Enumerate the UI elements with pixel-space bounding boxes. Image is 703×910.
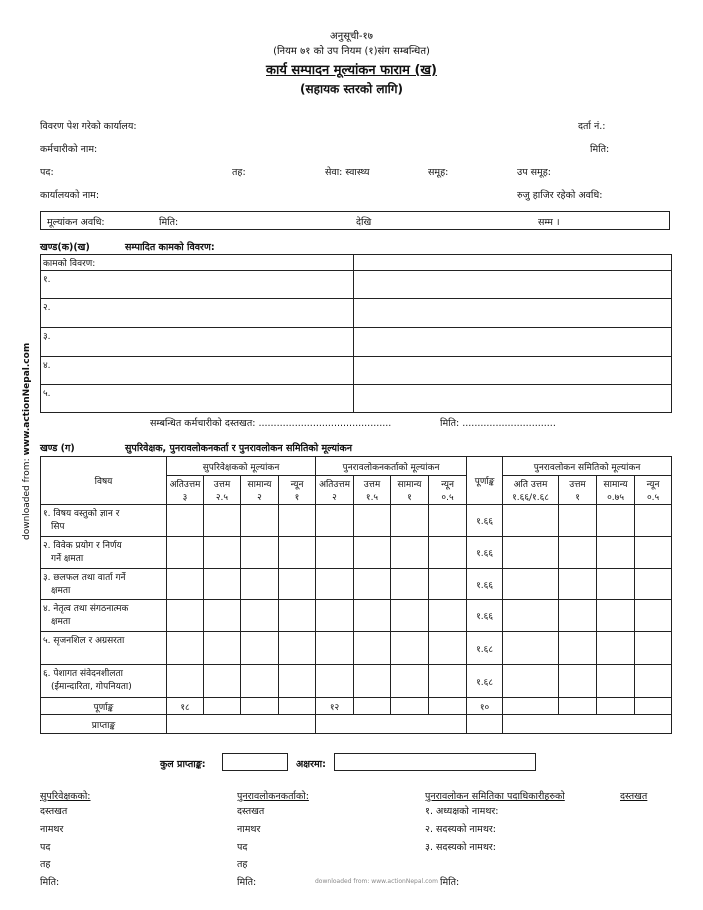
rating-cell[interactable] bbox=[241, 600, 279, 632]
schedule-label: अनुसूची-१७ bbox=[330, 31, 373, 42]
full-marks-cell: १.६६ bbox=[467, 600, 503, 632]
rating-col-header: न्यून १ bbox=[279, 476, 316, 505]
reviewer-obtained-cell[interactable] bbox=[316, 715, 467, 734]
rating-cell[interactable] bbox=[635, 569, 672, 600]
reviewer-post-line: पद bbox=[237, 842, 248, 853]
rating-col-header: सामान्य १ bbox=[391, 476, 429, 505]
reviewer-sign-line: दस्तखत bbox=[237, 806, 265, 817]
employee-signature-date: मिति: ............................... bbox=[440, 418, 556, 429]
rating-cell[interactable] bbox=[391, 505, 429, 537]
committee-obtained-cell[interactable] bbox=[503, 715, 672, 734]
service-label: सेवा: स्वास्थ्य bbox=[325, 167, 370, 178]
rating-cell[interactable] bbox=[354, 665, 391, 698]
committee-member-line: २. सदस्यको नामथर: bbox=[425, 824, 496, 835]
rating-cell[interactable] bbox=[503, 632, 559, 665]
total-obtained-field[interactable] bbox=[222, 753, 288, 771]
committee-eval-header: पुनरावलोकन समितिको मूल्यांकन bbox=[503, 457, 672, 476]
work-row[interactable]: ३. bbox=[41, 328, 354, 357]
rating-cell[interactable] bbox=[167, 537, 204, 569]
rating-cell[interactable] bbox=[354, 632, 391, 665]
post-label: पद: bbox=[40, 167, 54, 178]
section-a-title: सम्पादित कामको विवरण: bbox=[125, 242, 215, 253]
rating-cell[interactable] bbox=[204, 600, 241, 632]
committee-signature-heading: दस्तखत bbox=[620, 791, 648, 802]
rating-cell[interactable] bbox=[635, 665, 672, 698]
full-marks-cell: १.६८ bbox=[467, 665, 503, 698]
full-marks-cell: १.६६ bbox=[467, 505, 503, 537]
rating-cell[interactable] bbox=[279, 569, 316, 600]
subgroup-label: उप समूह: bbox=[517, 167, 551, 178]
section-c-title: सुपरिवेक्षक, पुनरावलोकनकर्ता र पुनरावलोकन समितिको मूल्यांकन bbox=[125, 443, 353, 454]
rating-cell[interactable] bbox=[316, 665, 354, 698]
rating-col-header: अतिउत्तम २ bbox=[316, 476, 354, 505]
rating-cell[interactable] bbox=[391, 665, 429, 698]
reviewer-level-line: तह bbox=[237, 859, 248, 870]
form-title: कार्य सम्पादन मूल्यांकन फाराम (ख) bbox=[266, 63, 437, 78]
rating-cell[interactable] bbox=[391, 632, 429, 665]
criterion-cell: ४. नेतृत्व तथा संगठनात्मक क्षमता bbox=[41, 600, 167, 632]
rating-cell[interactable] bbox=[503, 537, 559, 569]
supervisor-eval-header: सुपरिवेक्षकको मूल्यांकन bbox=[167, 457, 316, 476]
committee-sign-heading: पुनरावलोकन समितिका पदाधिकारीहरुको bbox=[425, 791, 565, 802]
rating-cell[interactable] bbox=[429, 505, 467, 537]
employee-name-label: कर्मचारीको नाम: bbox=[40, 144, 98, 155]
supervisor-sign-line: दस्तखत bbox=[40, 806, 68, 817]
rating-cell[interactable] bbox=[597, 665, 635, 698]
work-row[interactable]: १. bbox=[41, 271, 354, 299]
committee-member-line: ३. सदस्यको नामथर: bbox=[425, 842, 496, 853]
rating-cell[interactable] bbox=[391, 600, 429, 632]
supervisor-post-line: पद bbox=[40, 842, 51, 853]
full-marks-cell: १.६६ bbox=[467, 569, 503, 600]
rating-cell[interactable] bbox=[241, 665, 279, 698]
rating-col-header: न्यून ०.५ bbox=[635, 476, 672, 505]
footer-watermark: downloaded from: www.actionNepal.com bbox=[315, 878, 438, 885]
work-row[interactable]: ४. bbox=[41, 357, 354, 385]
in-words-label: अक्षरमा: bbox=[296, 759, 326, 770]
rating-cell[interactable] bbox=[559, 537, 597, 569]
date-label: मिति: bbox=[590, 144, 610, 155]
rating-cell[interactable] bbox=[429, 537, 467, 569]
supervisor-total: १८ bbox=[167, 698, 204, 715]
form-subtitle: (सहायक स्तरको लागि) bbox=[300, 82, 403, 96]
reviewer-eval-header: पुनरावलोकनकर्ताको मूल्यांकन bbox=[316, 457, 467, 476]
rating-col-header: सामान्य ०.७५ bbox=[597, 476, 635, 505]
rating-cell[interactable] bbox=[429, 665, 467, 698]
rating-cell[interactable] bbox=[241, 569, 279, 600]
rating-cell[interactable] bbox=[316, 569, 354, 600]
subject-header: विषय bbox=[41, 457, 167, 505]
rating-cell[interactable] bbox=[354, 505, 391, 537]
work-row[interactable]: २. bbox=[41, 299, 354, 328]
in-words-field[interactable] bbox=[334, 753, 536, 771]
total-obtained-label: कुल प्राप्ताङ्क: bbox=[160, 759, 206, 770]
office-name-label: कार्यालयको नाम: bbox=[40, 190, 100, 201]
rating-cell[interactable] bbox=[597, 537, 635, 569]
rating-cell[interactable] bbox=[204, 632, 241, 665]
rating-cell[interactable] bbox=[635, 505, 672, 537]
rating-col-header: अतिउत्तम ३ bbox=[167, 476, 204, 505]
rating-cell[interactable] bbox=[429, 632, 467, 665]
rating-cell[interactable] bbox=[391, 569, 429, 600]
section-a-heading: खण्ड(क)(ख) bbox=[40, 242, 90, 253]
rating-cell[interactable] bbox=[354, 537, 391, 569]
rating-cell[interactable] bbox=[354, 600, 391, 632]
work-details-table bbox=[40, 254, 672, 413]
rating-cell[interactable] bbox=[635, 600, 672, 632]
period-to-label: सम्म । bbox=[538, 217, 560, 228]
evaluation-period-box bbox=[40, 211, 670, 230]
rating-cell[interactable] bbox=[316, 537, 354, 569]
rating-cell[interactable] bbox=[597, 632, 635, 665]
supervisor-sign-heading: सुपरिवेक्षकको: bbox=[40, 791, 91, 802]
reviewer-sign-heading: पुनरावलोकनकर्ताको: bbox=[237, 791, 309, 802]
rating-cell[interactable] bbox=[279, 632, 316, 665]
rating-cell[interactable] bbox=[241, 537, 279, 569]
committee-chair-line: १. अध्यक्षको नामथर: bbox=[425, 806, 499, 817]
criterion-cell: २. विवेक प्रयोग र निर्णय गर्ने क्षमता bbox=[41, 537, 167, 569]
rating-cell[interactable] bbox=[204, 665, 241, 698]
full-marks-header: पूर्णाङ्क bbox=[467, 457, 503, 505]
work-details-header: कामको विवरण: bbox=[41, 255, 354, 271]
rating-cell[interactable] bbox=[635, 632, 672, 665]
rating-cell[interactable] bbox=[391, 537, 429, 569]
criterion-cell: ५. सृजनशिल र अग्रसरता bbox=[41, 632, 167, 665]
rating-cell[interactable] bbox=[279, 600, 316, 632]
evaluation-table bbox=[40, 456, 672, 734]
rating-cell[interactable] bbox=[167, 632, 204, 665]
rating-cell[interactable] bbox=[279, 665, 316, 698]
rating-cell[interactable] bbox=[503, 569, 559, 600]
criterion-cell: ६. पेशागत संवेदनशीलता (ईमान्दारिता, गोपनियता) bbox=[41, 665, 167, 698]
rating-col-header: अति उत्तम १.६६/१.६८ bbox=[503, 476, 559, 505]
employee-signature-label: सम्बन्धित कर्मचारीको दस्तखत: ............................................ bbox=[150, 418, 392, 429]
supervisor-date-line: मिति: bbox=[40, 877, 60, 888]
rating-cell[interactable] bbox=[503, 600, 559, 632]
period-date-label: मिति: bbox=[159, 217, 179, 228]
rating-cell[interactable] bbox=[559, 600, 597, 632]
level-label: तह: bbox=[232, 167, 246, 178]
full-marks-cell: १.६८ bbox=[467, 632, 503, 665]
rating-cell[interactable] bbox=[167, 505, 204, 537]
rating-cell[interactable] bbox=[316, 632, 354, 665]
supervisor-level-line: तह bbox=[40, 859, 51, 870]
rating-col-header: उत्तम १ bbox=[559, 476, 597, 505]
rating-cell[interactable] bbox=[429, 569, 467, 600]
rating-cell[interactable] bbox=[279, 505, 316, 537]
full-marks-total: १० bbox=[467, 698, 503, 715]
rating-cell[interactable] bbox=[503, 505, 559, 537]
reviewer-total: १२ bbox=[316, 698, 354, 715]
rating-cell[interactable] bbox=[167, 665, 204, 698]
rating-col-header: सामान्य २ bbox=[241, 476, 279, 505]
section-c-heading: खण्ड (ग) bbox=[40, 443, 75, 454]
reviewer-date-line: मिति: bbox=[237, 877, 257, 888]
rating-col-header: उत्तम २.५ bbox=[204, 476, 241, 505]
rating-cell[interactable] bbox=[279, 537, 316, 569]
work-row[interactable]: ५. bbox=[41, 385, 354, 413]
rating-cell[interactable] bbox=[241, 632, 279, 665]
total-row-label: पूर्णाङ्क bbox=[41, 698, 167, 715]
rating-cell[interactable] bbox=[316, 600, 354, 632]
criterion-cell: १. विषय वस्तुको ज्ञान र सिप bbox=[41, 505, 167, 537]
rating-cell[interactable] bbox=[167, 600, 204, 632]
reviewer-name-line: नामथर bbox=[237, 824, 261, 835]
rating-cell[interactable] bbox=[241, 505, 279, 537]
committee-date-line: मिति: bbox=[440, 877, 460, 888]
rating-cell[interactable] bbox=[354, 569, 391, 600]
period-from-label: देखि bbox=[356, 217, 372, 228]
obtained-row-label: प्राप्ताङ्क bbox=[41, 715, 167, 734]
rating-cell[interactable] bbox=[559, 632, 597, 665]
attendance-period-label: रुजु हाजिर रहेको अवधि: bbox=[517, 190, 603, 201]
office-submitting-label: विवरण पेश गरेको कार्यालय: bbox=[40, 121, 137, 132]
rule-reference: (नियम ७१ को उप नियम (१)संग सम्बन्धित) bbox=[273, 46, 430, 57]
rating-cell[interactable] bbox=[204, 569, 241, 600]
registration-no-label: दर्ता नं.: bbox=[578, 121, 606, 132]
rating-cell[interactable] bbox=[597, 600, 635, 632]
side-watermark: downloaded from: www.actionNepal.com bbox=[22, 342, 32, 540]
rating-cell[interactable] bbox=[597, 569, 635, 600]
group-label: समूह: bbox=[428, 167, 449, 178]
rating-cell[interactable] bbox=[204, 537, 241, 569]
rating-cell[interactable] bbox=[559, 505, 597, 537]
rating-cell[interactable] bbox=[316, 505, 354, 537]
supervisor-name-line: नामथर bbox=[40, 824, 64, 835]
rating-cell[interactable] bbox=[503, 665, 559, 698]
rating-cell[interactable] bbox=[559, 569, 597, 600]
rating-cell[interactable] bbox=[204, 505, 241, 537]
rating-cell[interactable] bbox=[559, 665, 597, 698]
period-label: मूल्यांकन अवधि: bbox=[47, 217, 105, 228]
rating-col-header: न्यून ०.५ bbox=[429, 476, 467, 505]
rating-cell[interactable] bbox=[597, 505, 635, 537]
full-marks-cell: १.६६ bbox=[467, 537, 503, 569]
rating-col-header: उत्तम १.५ bbox=[354, 476, 391, 505]
rating-cell[interactable] bbox=[635, 537, 672, 569]
supervisor-obtained-cell[interactable] bbox=[167, 715, 316, 734]
rating-cell[interactable] bbox=[429, 600, 467, 632]
criterion-cell: ३. छलफल तथा वार्ता गर्ने क्षमता bbox=[41, 569, 167, 600]
rating-cell[interactable] bbox=[167, 569, 204, 600]
